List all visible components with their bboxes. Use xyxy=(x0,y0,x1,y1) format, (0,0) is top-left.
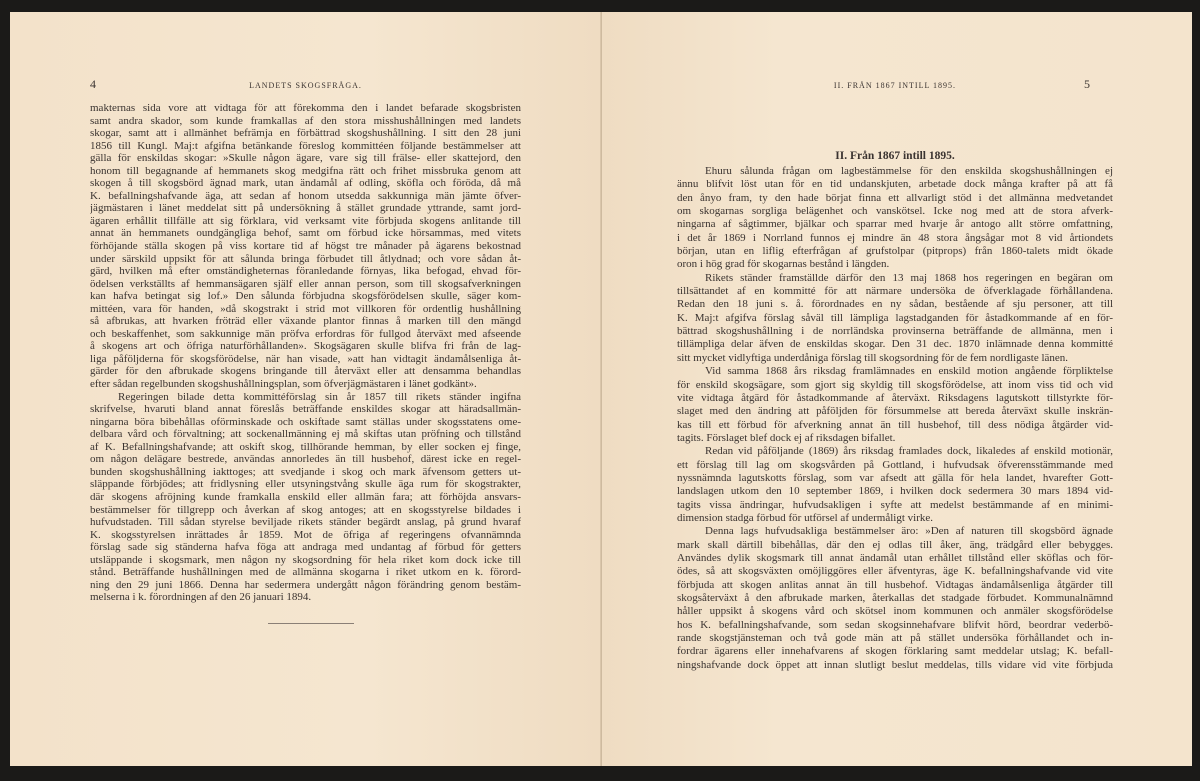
text-line: liga påföljderna för skogsförödelse, när han visade, »att han vidtagit ändamålsenliga åt- xyxy=(90,352,521,365)
text-line: ett förslag till lag om skogsvården på Gottland, i hufvudsak öfverensstämmande med xyxy=(677,458,1113,471)
text-line: håller uppsikt å skogens vård och skötsel inom kommunen och anmäler skogsförödelse xyxy=(677,605,1113,618)
text-line: kas till ett förbud för afverkning annat än till husbehof, till dess nödiga åtgärder vid- xyxy=(677,418,1113,431)
left-page xyxy=(10,12,602,766)
text-line: mark skall därtill bibehållas, där den ej odlas till åker, äng, trädgård eller bebygges. xyxy=(677,538,1113,551)
text-line: den ånyo fram, ty den hade börjat finna ett allvarligt stöd i det allmänna medvetandet xyxy=(677,191,1113,204)
paragraph xyxy=(90,102,521,391)
page-number: 4 xyxy=(90,77,96,91)
text-line: släppande förbjödes; att fridlysning eller utsyningstvång skulle äga rum för skogstrakter, xyxy=(90,478,521,491)
text-line: utsläppande i skogsmark, men någon ny skogsordning för hela riket kom dock icke till xyxy=(90,553,521,566)
paragraph xyxy=(677,365,1113,445)
text-line: så afbrukas, att hvarken fröträd eller växande plantor finnas å marken till den mängd xyxy=(90,315,521,328)
text-line: bestämmelser för tillgrepp och åverkan af skog antoges; att en skogsstyrelse bildades i xyxy=(90,503,521,516)
text-line: nyssnämnda lagutskotts förslag, som var afsedt att gälla för hela landet, hvarefter Gott- xyxy=(677,471,1113,484)
text-line: tagits. Förslaget blef dock ej af riksdagen bifallet. xyxy=(677,431,896,444)
section-divider xyxy=(268,623,354,624)
text-line: ännu blifvit löst utan för en tid undanskjuten, arbetade dock många krafter på att få xyxy=(677,178,1113,191)
text-line: skrifvelse, hvaruti bland annat föreslås beträffande enskildes skogar att häradsallmän- xyxy=(90,403,521,416)
text-line: ödes, så att skogsväxten omöjliggöres eller äfventyras, äge K. befallningshafvande vid vite xyxy=(677,565,1113,578)
text-line: jägmästaren i länet meddelat sitt på undersökning å stället grundade yttrande, samt jord- xyxy=(90,202,521,215)
text-line: kan hafva betingat sig lof.» Den sålunda förbjudna skogsförödelsen skulle, säger kom- xyxy=(90,290,521,303)
text-line: gärder för den afbrukade skogens bringande till återväxt eller att densamma behandlas xyxy=(90,365,521,378)
text-line: förhöjande ställa skogen på viss kortare tid af högst tre månader på ägarens bekostnad xyxy=(90,240,521,253)
text-line: sitt mycket vidlyftiga underdåniga förslag till skogsordning för de fem nordligaste länen. xyxy=(677,351,1069,364)
text-line: hufvudstaden. Till sådan styrelse beviljade rikets ständer begärdt anslag, på grund hvaraf xyxy=(90,516,521,529)
text-line: slaget med den ändring att påföljden för försummelse att bereda återväxt skulle inskrän- xyxy=(677,405,1113,418)
text-line: bättrad skogshushållning i de norrländska provinserna beträffande de allmänna, men i xyxy=(677,325,1113,338)
text-line: om skogarnas sorgliga belägenhet och vanskötsel. Icke nog med att de stora afverk- xyxy=(677,205,1113,218)
text-line: Denna lags hufvudsakliga bestämmelser äro: »Den af naturen till skogsbörd ägnade xyxy=(705,525,1113,538)
text-line: fordrar ägarens eller innehafvarens af skogen förklaring samt meddelar utslag; K. befall- xyxy=(677,645,1113,658)
text-line: samt andra skador, som kunde framkallas af den stora misshushållningen med landets xyxy=(90,114,521,127)
text-line: där skogens afröjning kunde framkalla enskild eller allmän fara; att förhöjda ansvars- xyxy=(90,490,521,503)
text-line: Vid samma 1868 års riksdag framlämnades en enskild motion angående förpliktelse xyxy=(705,365,1113,378)
text-line: ning den 29 juni 1866. Denna har sedermera undergått någon förändring genom bestäm- xyxy=(90,578,521,591)
text-line: Användes dylik skogsmark till annat ändamål utan erhållet tillstånd eller sköflas och för- xyxy=(677,551,1113,564)
text-line: efter sådan regelbunden skogshushållningsplan, som öfverjägmästaren i länet godkänt». xyxy=(90,378,477,391)
text-line: dimension stadga förbud för utförsel af undermåligt virke. xyxy=(677,511,933,524)
text-line: tagits vissa ändringar, hufvudsakligen i syfte att medelst bestämmande af en minimi- xyxy=(677,498,1113,511)
text-line: å skogens art och öfriga naturförhållanden». Skogsägaren skulle blifva fri från de lag- xyxy=(90,340,521,353)
text-line: annat än hemmanets oundgängliga behof, samt om förbud icke hörsammas, med vitets xyxy=(90,227,521,240)
text-line: mittéen, vara för handen, »då skogstrakt i strid mot villkoren för ordentlig hushållning xyxy=(90,302,521,315)
paragraph xyxy=(677,445,1113,525)
text-line: hos K. befallningshafvande, som sedan skogsinnehafvare blifvit hörd, beordrar vederbö- xyxy=(677,618,1113,631)
text-line: om någon delägare bestrede, användas annorledes än till husbehof, därest icke en regel- xyxy=(90,453,521,466)
text-line: 1856 till Kungl. Maj:t afgifna betänkande föreslog kommittéen följande bestämmelser att xyxy=(90,139,521,152)
page-number: 5 xyxy=(1084,77,1090,91)
text-line: skogar, samt att i allmänhet befrämja en förbättrad skogshushållning. I sitt den 28 juni xyxy=(90,127,521,140)
text-line: oron i hög grad för skogarnas bestånd i längden. xyxy=(677,258,890,271)
text-line: i det år 1869 i Norrland funnos ej mindre än 48 stora ångsågar mot 8 vid årtiondets xyxy=(677,231,1113,244)
text-line: K. skogsstyrelsen inrättades år 1859. Mot de öfriga af regeringens ofvannämnda xyxy=(90,528,521,541)
text-line: K. befallningshafvande äga, att sedan af honom utsedda sakkunniga män jämte öfver- xyxy=(90,189,521,202)
text-line: ödelsen verkställts af hemmansägaren själf eller annan person, som till skogsafverkningen xyxy=(90,277,521,290)
text-line: vite vidtaga åtgärd för åstadkommande af återväxt. Riksdagens lagutskott tillstyrkte för- xyxy=(677,391,1113,404)
text-line: gärd, hvilken må efter omständigheternas föranledande förnyas, lika befogad, ehvad för- xyxy=(90,265,521,278)
text-line: början, utan en liflig efterfrågan af grufstolpar (pitprops) från 1860-talets midt ökade xyxy=(677,245,1113,258)
text-line: stånd. Beträffande hushållningen med de allmänna skogarna i riket utkom en k. förord- xyxy=(90,566,521,579)
text-line: gälla för enskildas skogar: »Skulle någon ägare, vare sig till frälse- eller skattejord, den xyxy=(90,152,521,165)
text-line: Ehuru sålunda frågan om lagbestämmelse för den enskilda skogshushållningen ej xyxy=(705,165,1113,177)
text-line: ningarna af sågtimmer, bjälkar och sparrar med hvarje år antogo allt större omfattning, xyxy=(677,218,1113,231)
page-body xyxy=(90,102,521,604)
text-line: ningshafvande dock öppet att innan slutligt beslut meddelas, tills vidare vid vite förbjuda xyxy=(677,658,1113,671)
text-line: landslagen utkom den 10 september 1869, i hvilken dock sedermera 30 mars 1894 vid- xyxy=(677,485,1113,498)
text-line: Rikets ständer framställde därför den 13 maj 1868 hos regeringen en begäran om xyxy=(705,271,1113,284)
text-line: och beskaffenhet, som sakkunnige män pröfva erfordras för fullgod återväxt med afseende xyxy=(90,327,521,340)
text-line: af K. Befallningshafvande; att oskift skog, tillhörande hemman, by eller socken ej finge, xyxy=(90,440,521,453)
text-line: tillämpliga delar äfven de enskildas skogar. Den 31 dec. 1870 inlämnade denna kommitté xyxy=(677,338,1113,351)
paragraph xyxy=(90,391,521,604)
text-line: Regeringen bilade detta kommittéförslag sin år 1857 till rikets ständer ingifna xyxy=(118,390,521,403)
running-head: II. FRÅN 1867 INTILL 1895. xyxy=(833,81,957,90)
text-line: förbjuda att skogen anlitas annat än till husbehof. Vidtagas ändamålsenliga åtgärder till xyxy=(677,578,1113,591)
text-line: melserna i k. förordningen af den 26 januari 1894. xyxy=(90,591,312,604)
text-line: Redan den 18 juni s. å. förordnades en ny sådan, bestående af sju personer, att till xyxy=(677,298,1113,311)
text-line: bunden skogshushållning iakttoges; att svedjande i skog och mark äfvensom getters ut- xyxy=(90,465,521,478)
paragraph xyxy=(677,272,1113,365)
section-title: II. Från 1867 intill 1895. xyxy=(835,150,955,162)
text-line: rande skogstjänsteman och två gode män att på stället undersöka förhållandet och in- xyxy=(677,632,1113,645)
text-line: K. Maj:t afgifva förslag såväl till lämpliga lagstadganden för åstadkommande af en för- xyxy=(677,311,1113,324)
text-line: Redan vid påföljande (1869) års riksdag framlades dock, likaledes af enskild motionär, xyxy=(705,445,1113,458)
text-line: honom till begagnande af hemmanets skog medgifna rätt och frihet missbruka genom att xyxy=(90,164,521,177)
right-page xyxy=(602,12,1192,766)
text-line: tillsättandet af en kommitté för att närmare undersöka de öfverklagade förhållandena. xyxy=(677,285,1113,298)
text-line: skogsåterväxt å den afbrukade marken, återkallas det stadgade förbudet. Kommunalnämnd xyxy=(677,592,1113,604)
running-head: LANDETS SKOGSFRÅGA. xyxy=(249,81,362,90)
paragraph xyxy=(677,165,1113,272)
text-line: ningarna böra bibehållas oförminskade och oskiftade samt ställas under skogsstatens ome- xyxy=(90,415,521,428)
text-line: förslag sade sig ständerna hafva föga att andraga med undantag af förbud för getters xyxy=(90,541,521,554)
text-line: för enskild skogsägare, som gjort sig skyldig till skogsförödelse, att inom viss tid och vid xyxy=(677,378,1113,391)
text-line: delbara vård och förvaltning; att sockenallmänning ej må skiftas utan pröfning och tillstånd xyxy=(90,428,521,441)
text-line: under särskild uppsikt för att sålunda bringa förbudet till åtlydnad; och vore sådan åt- xyxy=(90,252,521,265)
paragraph xyxy=(677,525,1113,672)
text-line: ägaren erhållit tillfälle att sig förklara, vid verksamt vite förbjuda skogens anlitande till xyxy=(90,214,521,227)
text-line: skogen å till skogsbörd ägnad mark, utan ändamål af odling, sköfla och föröda, då må xyxy=(90,177,521,190)
text-line: makternas sida vore att vidtaga för att förekomma den i landet befarade skogsbristen xyxy=(90,102,521,114)
page-body xyxy=(677,165,1113,672)
